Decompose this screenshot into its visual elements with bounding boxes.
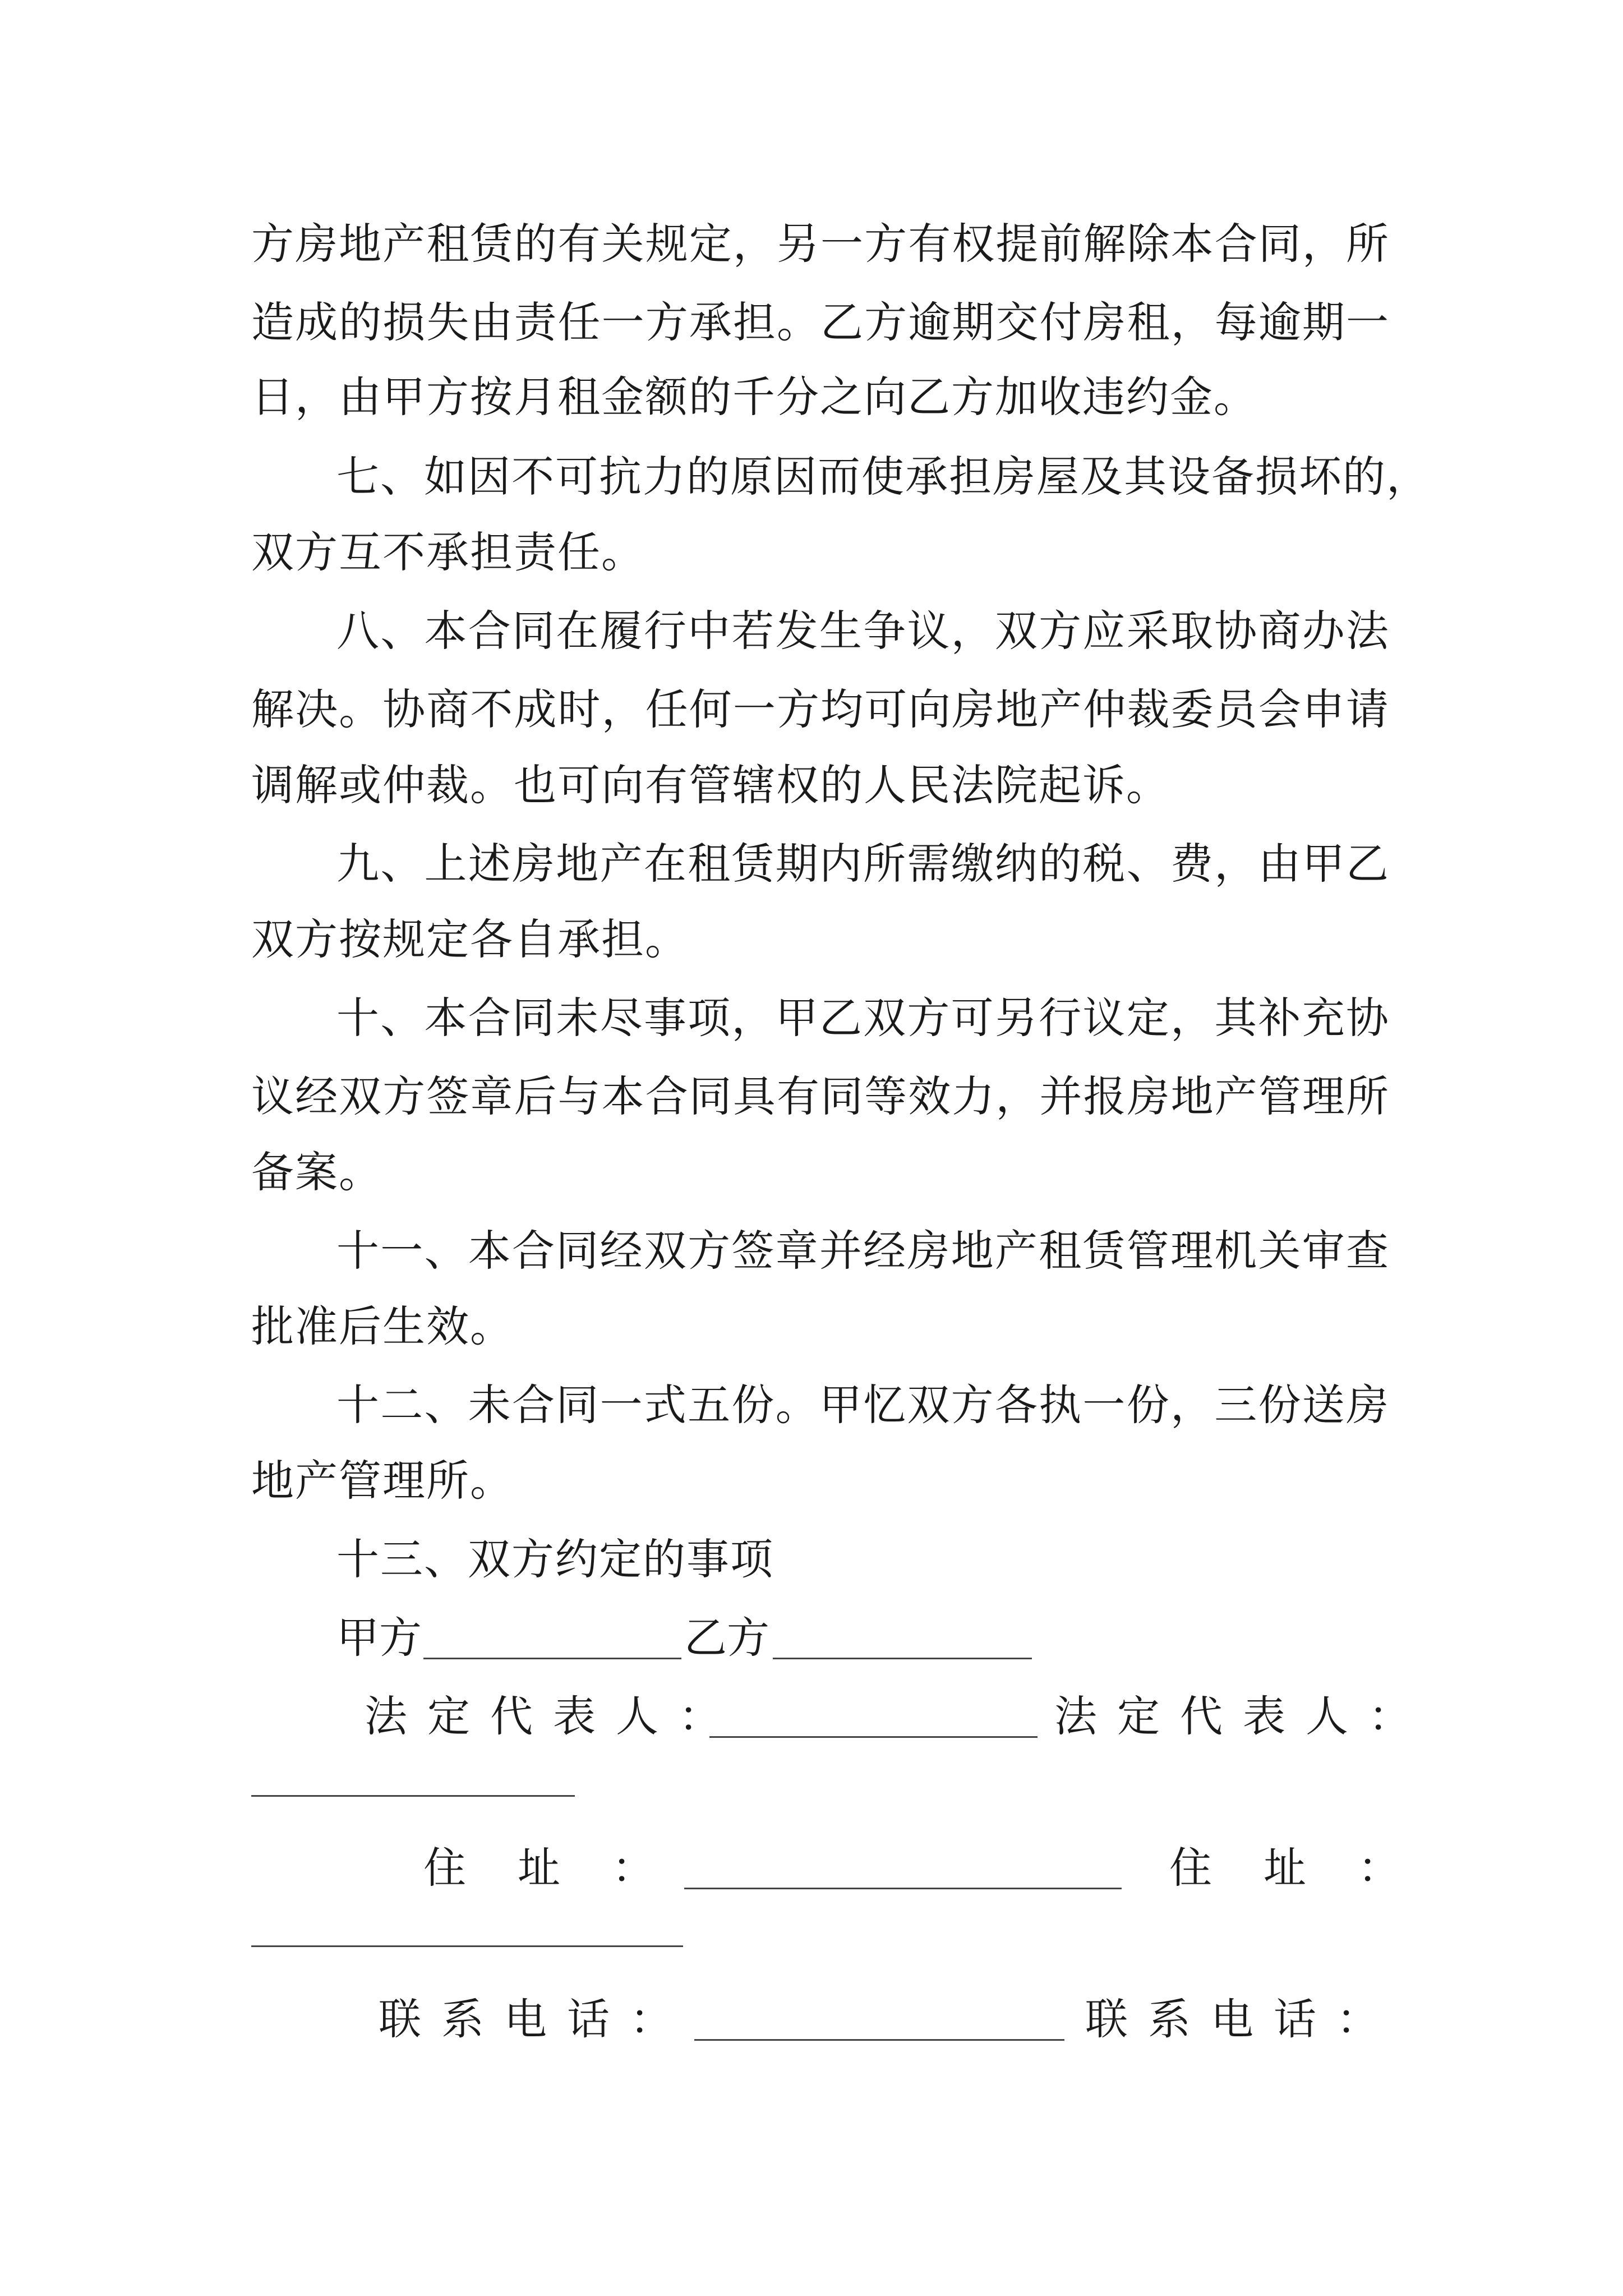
- clause-11-line: 批准后生效。: [251, 1301, 514, 1351]
- phone-a-blank[interactable]: [694, 2039, 1064, 2041]
- clause-10-line: 议经双方签章后与本合同具有同等效力，并报房地产管理所: [251, 1071, 1390, 1121]
- clause-8-line: 八、本合同在履行中若发生争议，双方应采取协商办法: [336, 606, 1390, 656]
- party-a-label: 甲方: [336, 1613, 422, 1663]
- clause-9-line: 双方按规定各自承担。: [251, 914, 689, 964]
- paragraph-line: 方房地产租赁的有关规定，另一方有权提前解除本合同，所: [251, 219, 1390, 269]
- party-b-blank[interactable]: [773, 1658, 1032, 1659]
- legal-rep-b-blank[interactable]: [251, 1795, 575, 1797]
- clause-12-line: 十二、未合同一式五份。甲忆双方各执一份，三份送房: [336, 1380, 1390, 1430]
- address-b-blank[interactable]: [251, 1945, 683, 1947]
- party-b-label: 乙方: [684, 1613, 769, 1663]
- address-b-label: 住址：: [1169, 1843, 1452, 1893]
- party-a-blank[interactable]: [423, 1658, 681, 1659]
- legal-rep-b-label: 法定代表人：: [1054, 1691, 1431, 1741]
- phone-a-label: 联系电话：: [379, 1994, 693, 2044]
- clause-12-line: 地产管理所。: [251, 1456, 514, 1506]
- paragraph-line: 造成的损失由责任一方承担。乙方逾期交付房租，每逾期一: [251, 297, 1390, 347]
- clause-7-line: 七、如因不可抗力的原因而使承担房屋及其设备损坏的，: [336, 452, 1430, 501]
- clause-10-line: 备案。: [251, 1147, 382, 1197]
- clause-7-line: 双方互不承担责任。: [251, 527, 645, 577]
- paragraph-line: 日，由甲方按月租金额的千分之向乙方加收违约金。: [251, 372, 1257, 422]
- legal-rep-a-label: 法定代表人：: [365, 1691, 741, 1741]
- clause-8-line: 调解或仲裁。也可向有管辖权的人民法院起诉。: [251, 760, 1170, 810]
- clause-10-line: 十、本合同未尽事项，甲乙双方可另行议定，其补充协: [336, 993, 1390, 1043]
- address-a-label: 住址：: [423, 1843, 706, 1893]
- clause-11-line: 十一、本合同经双方签章并经房地产租赁管理机关审查: [336, 1226, 1390, 1276]
- clause-13-line: 十三、双方约定的事项: [336, 1534, 774, 1584]
- phone-b-label: 联系电话：: [1085, 1994, 1399, 2044]
- address-a-blank[interactable]: [684, 1888, 1122, 1889]
- clause-8-line: 解决。协商不成时，任何一方均可向房地产仲裁委员会申请: [251, 684, 1390, 734]
- clause-9-line: 九、上述房地产在租赁期内所需缴纳的税、费，由甲乙: [336, 839, 1390, 889]
- legal-rep-a-blank[interactable]: [709, 1736, 1038, 1738]
